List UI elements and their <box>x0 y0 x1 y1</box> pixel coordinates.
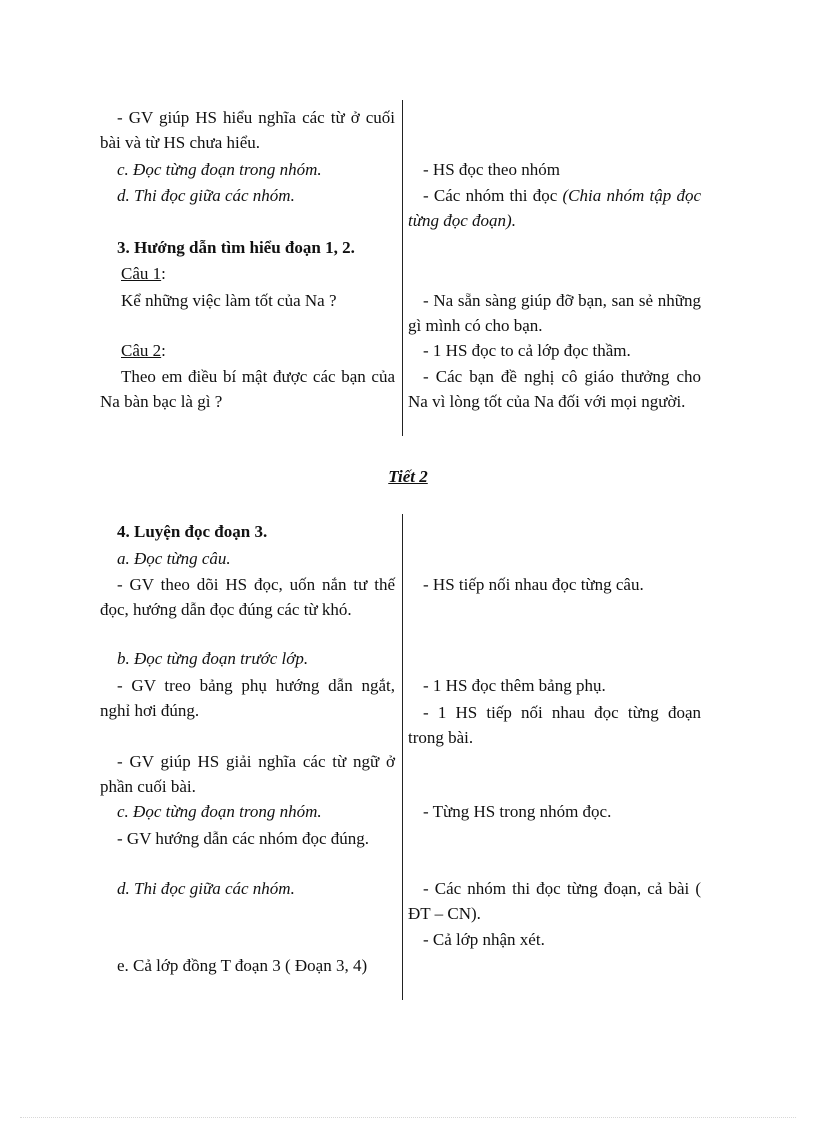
gv-explain-words-2: - GV giúp HS giải nghĩa các từ ngữ ở phần cuối bài. <box>100 752 395 796</box>
hs-read-in-group: - HS đọc theo nhóm <box>423 160 560 179</box>
hs-group-contest-2: - Các nhóm thi đọc từng đoạn, cả bài ( ĐT – CN). <box>408 879 701 923</box>
step-a-read-sentences: a. Đọc từng câu. <box>117 549 231 568</box>
step-e-class-read: e. Cả lớp đồng T đoạn 3 ( Đoạn 3, 4) <box>117 956 368 975</box>
step-c-read-in-group: c. Đọc từng đoạn trong nhóm. <box>117 160 322 179</box>
hs-read-paragraphs: - 1 HS tiếp nối nhau đọc từng đoạn trong bài. <box>408 703 701 747</box>
hs-read-board: - 1 HS đọc thêm bảng phụ. <box>423 676 606 695</box>
cau-2-colon: : <box>161 341 166 360</box>
gv-explain-words: - GV giúp HS hiểu nghĩa các từ ở cuối bài và từ HS chưa hiểu. <box>100 108 395 152</box>
hs-class-comment: - Cả lớp nhận xét. <box>423 930 545 949</box>
answer-2-intro: - 1 HS đọc to cả lớp đọc thầm. <box>423 341 631 360</box>
step-d-group-contest-2: d. Thi đọc giữa các nhóm. <box>117 879 295 898</box>
cau-2: Câu 2 <box>121 341 162 360</box>
hs-group-contest <box>408 183 701 233</box>
hs-group-contest-main: - Các nhóm thi đọc <box>423 186 563 205</box>
page-bottom-border <box>20 1117 796 1118</box>
column-divider-bottom <box>402 514 403 1000</box>
step-b-read-paragraphs: b. Đọc từng đoạn trước lớp. <box>117 649 309 668</box>
hs-read-sentences: - HS tiếp nối nhau đọc từng câu. <box>423 575 644 594</box>
gv-monitor-reading: - GV theo dõi HS đọc, uốn nắn tư thế đọc, hướng dẫn đọc đúng các từ khó. <box>100 575 395 619</box>
gv-guide-groups: - GV hướng dẫn các nhóm đọc đúng. <box>117 829 370 848</box>
heading-3: 3. Hướng dẫn tìm hiểu đoạn 1, 2. <box>117 238 355 257</box>
hs-group-contest-note: (Chia nhóm tập đọc từng đọc đoạn). <box>408 186 701 230</box>
heading-4: 4. Luyện đọc đoạn 3. <box>117 522 268 541</box>
question-2: Theo em điều bí mật được các bạn của Na bàn bạc là gì ? <box>100 367 395 411</box>
question-2-label <box>121 338 166 363</box>
answer-1: - Na sẵn sàng giúp đỡ bạn, san sẻ những gì mình có cho bạn. <box>408 291 701 335</box>
step-c-read-in-group-2: c. Đọc từng đoạn trong nhóm. <box>117 802 322 821</box>
cau-1: Câu 1 <box>121 264 162 283</box>
answer-2: - Các bạn đề nghị cô giáo thưởng cho Na vì lòng tốt của Na đối với mọi người. <box>408 367 701 411</box>
hs-each-read: - Từng HS trong nhóm đọc. <box>423 802 612 821</box>
step-d-group-contest: d. Thi đọc giữa các nhóm. <box>117 186 295 205</box>
cau-1-colon: : <box>161 264 166 283</box>
question-1-label <box>121 261 166 286</box>
column-divider-top <box>402 100 403 436</box>
gv-board-guide: - GV treo bảng phụ hướng dẫn ngắt, nghỉ hơi đúng. <box>100 676 395 720</box>
lesson-title: Tiết 2 <box>388 467 428 486</box>
question-1: Kể những việc làm tốt của Na ? <box>121 291 337 310</box>
